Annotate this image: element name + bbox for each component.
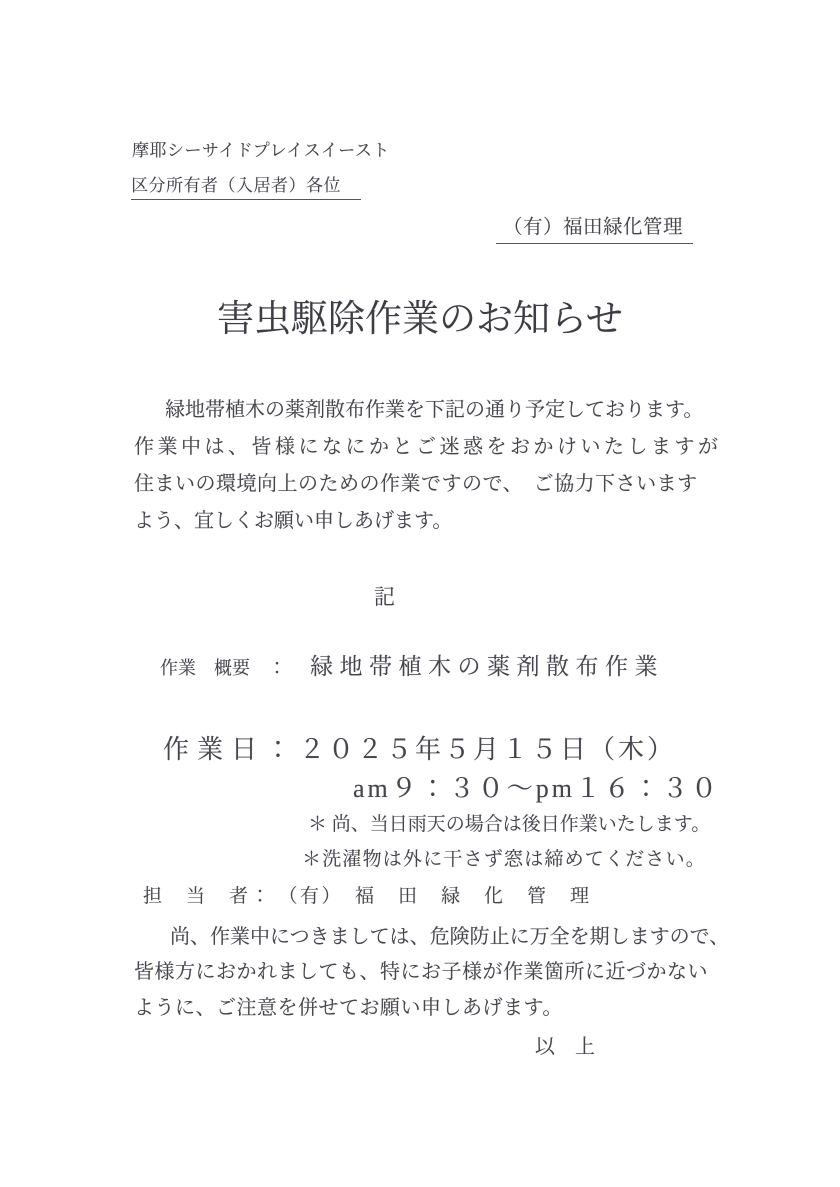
intro-paragraph-line: よう、宜しくお願い申しあげます。 — [134, 510, 453, 532]
work-date-value: ２０２５年５月１５日（木） — [299, 735, 677, 764]
work-time-value: am９：３０～pm１６：３０ — [353, 774, 720, 803]
sender-company: （有）福田緑化管理 — [496, 216, 693, 244]
end-marker: 以 上 — [535, 1036, 595, 1058]
intro-paragraph-line: 住まいの環境向上のための作業ですので、 ご協力下さいます — [134, 473, 698, 495]
staff-row — [143, 885, 592, 909]
closing-paragraph-line: 皆様方におかれましても、特にお子様が作業箇所に近づかない — [134, 961, 708, 983]
closing-paragraph-line: 尚、作業中につきましては、危険防止に万全を期しますので、 — [170, 926, 730, 948]
note-laundry: ＊洗濯物は外に干さず窓は締めてください。 — [302, 849, 707, 870]
work-overview-row — [160, 653, 664, 682]
intro-paragraph-line: 緑地帯植木の薬剤散布作業を下記の通り予定しております。 — [165, 399, 704, 421]
work-date-label: 作業日： — [163, 735, 300, 764]
closing-paragraph-line: ように、ご注意を併せてお願い申しあげます。 — [134, 997, 563, 1019]
addressee-residents: 区分所有者（入居者）各位 — [131, 175, 361, 200]
note-rain: ＊ 尚、当日雨天の場合は後日作業いたします。 — [308, 814, 711, 835]
work-overview-label: 作業 概要 ： — [160, 658, 286, 678]
addressee-building-name: 摩耶シーサイドプレイスイースト — [132, 141, 390, 160]
page-title: 害虫駆除作業のお知らせ — [217, 299, 623, 340]
intro-paragraph-line: 作業中は、皆様になにかとご迷惑をおかけいたしますが — [134, 436, 722, 458]
staff-value: （有） 福 田 緑 化 管 理 — [288, 886, 592, 907]
work-overview-value: 緑地帯植木の薬剤散布作業 — [310, 654, 664, 679]
record-marker: 記 — [374, 585, 395, 609]
work-date-row — [163, 734, 676, 767]
staff-label: 担 当 者： — [143, 886, 273, 907]
